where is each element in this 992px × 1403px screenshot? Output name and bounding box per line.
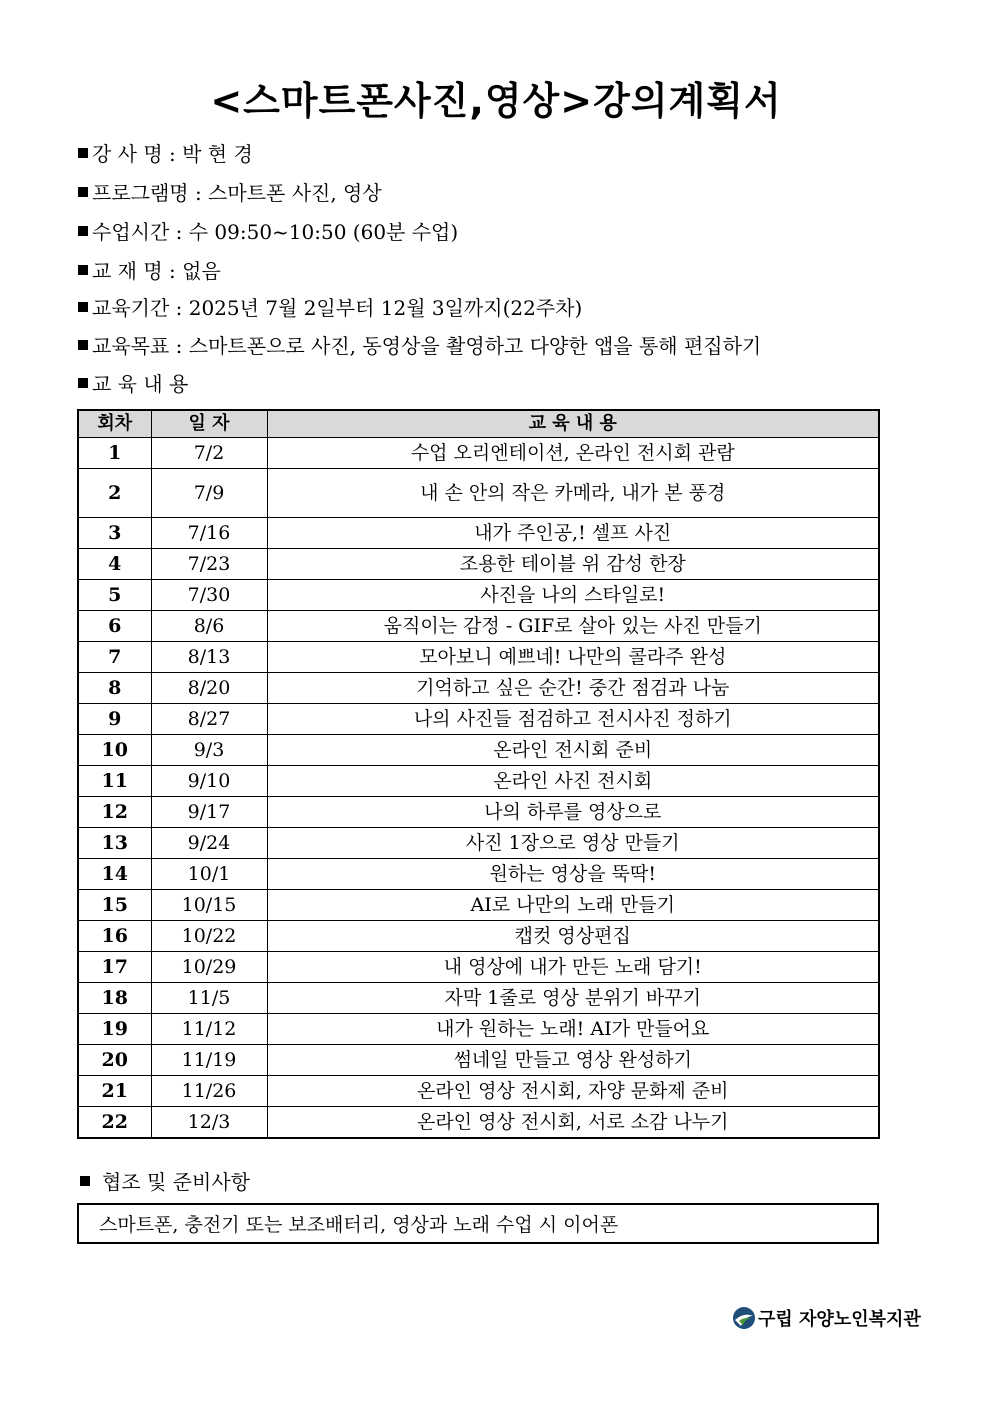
- session-number-cell: 13: [78, 828, 151, 859]
- table-row: [78, 580, 879, 611]
- bullet-square-icon: [78, 226, 88, 236]
- textbook-text: 교 재 명 : 없음: [92, 259, 221, 283]
- date-cell: 11/26: [151, 1076, 267, 1107]
- instructor-text: 강 사 명 : 박 현 경: [92, 142, 253, 166]
- preparation-text: 스마트폰, 충전기 또는 보조배터리, 영상과 노래 수업 시 이어폰: [99, 1214, 619, 1236]
- content-cell: 기억하고 싶은 순간! 중간 점검과 나눔: [267, 673, 879, 704]
- content-cell: 나의 사진들 점검하고 전시사진 정하기: [267, 704, 879, 735]
- session-number-cell: 12: [78, 797, 151, 828]
- table-row: [78, 828, 879, 859]
- session-number-cell: 6: [78, 611, 151, 642]
- date-cell: 7/30: [151, 580, 267, 611]
- table-row: [78, 1107, 879, 1139]
- table-row: [78, 1045, 879, 1076]
- content-cell: 온라인 사진 전시회: [267, 766, 879, 797]
- table-row: [78, 1014, 879, 1045]
- date-cell: 12/3: [151, 1107, 267, 1139]
- session-number-cell: 19: [78, 1014, 151, 1045]
- table-row: [78, 673, 879, 704]
- content-cell: 사진을 나의 스타일로!: [267, 580, 879, 611]
- table-header-row: [78, 410, 879, 438]
- session-number-cell: 7: [78, 642, 151, 673]
- table-row: [78, 1076, 879, 1107]
- content-cell: 원하는 영상을 뚝딱!: [267, 859, 879, 890]
- session-number-cell: 1: [78, 438, 151, 469]
- bullet-square-icon: [78, 378, 88, 388]
- session-number-cell: 5: [78, 580, 151, 611]
- instructor-line: [78, 138, 253, 167]
- period-line: [78, 292, 582, 321]
- bullet-square-icon: [80, 1176, 90, 1186]
- organization-name: 구립 자양노인복지관: [758, 1309, 921, 1330]
- table-row: [78, 797, 879, 828]
- session-number-cell: 18: [78, 983, 151, 1014]
- textbook-line: [78, 255, 221, 284]
- date-cell: 7/9: [151, 469, 267, 518]
- bullet-square-icon: [78, 302, 88, 312]
- header-content: 교 육 내 용: [267, 410, 879, 438]
- date-cell: 8/6: [151, 611, 267, 642]
- period-text: 교육기간 : 2025년 7월 2일부터 12월 3일까지(22주차): [92, 296, 583, 320]
- table-row: [78, 611, 879, 642]
- date-cell: 7/2: [151, 438, 267, 469]
- content-cell: 온라인 전시회 준비: [267, 735, 879, 766]
- date-cell: 8/13: [151, 642, 267, 673]
- session-number-cell: 17: [78, 952, 151, 983]
- date-cell: 11/5: [151, 983, 267, 1014]
- schedule-table: [77, 409, 880, 1139]
- content-cell: 나의 하루를 영상으로: [267, 797, 879, 828]
- class-time-line: [78, 216, 458, 245]
- session-number-cell: 16: [78, 921, 151, 952]
- content-cell: 조용한 테이블 위 감성 한장: [267, 549, 879, 580]
- class-time-text: 수업시간 : 수 09:50~10:50 (60분 수업): [92, 220, 459, 244]
- table-row: [78, 921, 879, 952]
- logo-mark-icon: [732, 1306, 756, 1330]
- session-number-cell: 3: [78, 518, 151, 549]
- session-number-cell: 10: [78, 735, 151, 766]
- table-row: [78, 469, 879, 518]
- content-cell: 내 손 안의 작은 카메라, 내가 본 풍경: [267, 469, 879, 518]
- session-number-cell: 20: [78, 1045, 151, 1076]
- content-cell: 내가 주인공,! 셀프 사진: [267, 518, 879, 549]
- table-row: [78, 735, 879, 766]
- content-cell: 자막 1줄로 영상 분위기 바꾸기: [267, 983, 879, 1014]
- session-number-cell: 2: [78, 469, 151, 518]
- table-row: [78, 859, 879, 890]
- contents-heading-text: 교 육 내 용: [92, 372, 189, 396]
- table-row: [78, 518, 879, 549]
- session-number-cell: 8: [78, 673, 151, 704]
- table-row: [78, 890, 879, 921]
- date-cell: 10/29: [151, 952, 267, 983]
- date-cell: 7/23: [151, 549, 267, 580]
- table-row: [78, 766, 879, 797]
- session-number-cell: 11: [78, 766, 151, 797]
- session-number-cell: 4: [78, 549, 151, 580]
- session-number-cell: 9: [78, 704, 151, 735]
- table-row: [78, 704, 879, 735]
- content-cell: 내가 원하는 노래! AI가 만들어요: [267, 1014, 879, 1045]
- preparation-heading-line: [80, 1166, 250, 1195]
- organization-logo: [732, 1305, 921, 1331]
- date-cell: 10/1: [151, 859, 267, 890]
- goal-line: [78, 330, 761, 359]
- program-line: [78, 177, 382, 206]
- contents-heading-line: [78, 368, 188, 397]
- table-row: [78, 438, 879, 469]
- preparation-box: [77, 1203, 879, 1244]
- header-session: 회차: [78, 410, 151, 438]
- content-cell: 모아보니 예쁘네! 나만의 콜라주 완성: [267, 642, 879, 673]
- header-date: 일 자: [151, 410, 267, 438]
- date-cell: 9/17: [151, 797, 267, 828]
- bullet-square-icon: [78, 340, 88, 350]
- table-row: [78, 952, 879, 983]
- table-row: [78, 549, 879, 580]
- bullet-square-icon: [78, 265, 88, 275]
- content-cell: 캡컷 영상편집: [267, 921, 879, 952]
- session-number-cell: 21: [78, 1076, 151, 1107]
- table-row: [78, 983, 879, 1014]
- content-cell: 수업 오리엔테이션, 온라인 전시회 관람: [267, 438, 879, 469]
- session-number-cell: 15: [78, 890, 151, 921]
- page-title: <스마트폰사진,영상>강의계획서: [210, 79, 782, 123]
- date-cell: 9/24: [151, 828, 267, 859]
- content-cell: AI로 나만의 노래 만들기: [267, 890, 879, 921]
- session-number-cell: 22: [78, 1107, 151, 1139]
- date-cell: 8/27: [151, 704, 267, 735]
- goal-text: 교육목표 : 스마트폰으로 사진, 동영상을 촬영하고 다양한 앱을 통해 편집하기: [92, 334, 762, 358]
- date-cell: 11/19: [151, 1045, 267, 1076]
- preparation-heading: 협조 및 준비사항: [102, 1170, 250, 1194]
- date-cell: 11/12: [151, 1014, 267, 1045]
- program-text: 프로그램명 : 스마트폰 사진, 영상: [92, 181, 382, 205]
- date-cell: 9/10: [151, 766, 267, 797]
- table-row: [78, 642, 879, 673]
- content-cell: 사진 1장으로 영상 만들기: [267, 828, 879, 859]
- content-cell: 썸네일 만들고 영상 완성하기: [267, 1045, 879, 1076]
- date-cell: 10/15: [151, 890, 267, 921]
- content-cell: 내 영상에 내가 만든 노래 담기!: [267, 952, 879, 983]
- date-cell: 9/3: [151, 735, 267, 766]
- content-cell: 온라인 영상 전시회, 서로 소감 나누기: [267, 1107, 879, 1139]
- content-cell: 움직이는 감정 - GIF로 살아 있는 사진 만들기: [267, 611, 879, 642]
- content-cell: 온라인 영상 전시회, 자양 문화제 준비: [267, 1076, 879, 1107]
- bullet-square-icon: [78, 187, 88, 197]
- date-cell: 8/20: [151, 673, 267, 704]
- bullet-square-icon: [78, 148, 88, 158]
- date-cell: 7/16: [151, 518, 267, 549]
- date-cell: 10/22: [151, 921, 267, 952]
- session-number-cell: 14: [78, 859, 151, 890]
